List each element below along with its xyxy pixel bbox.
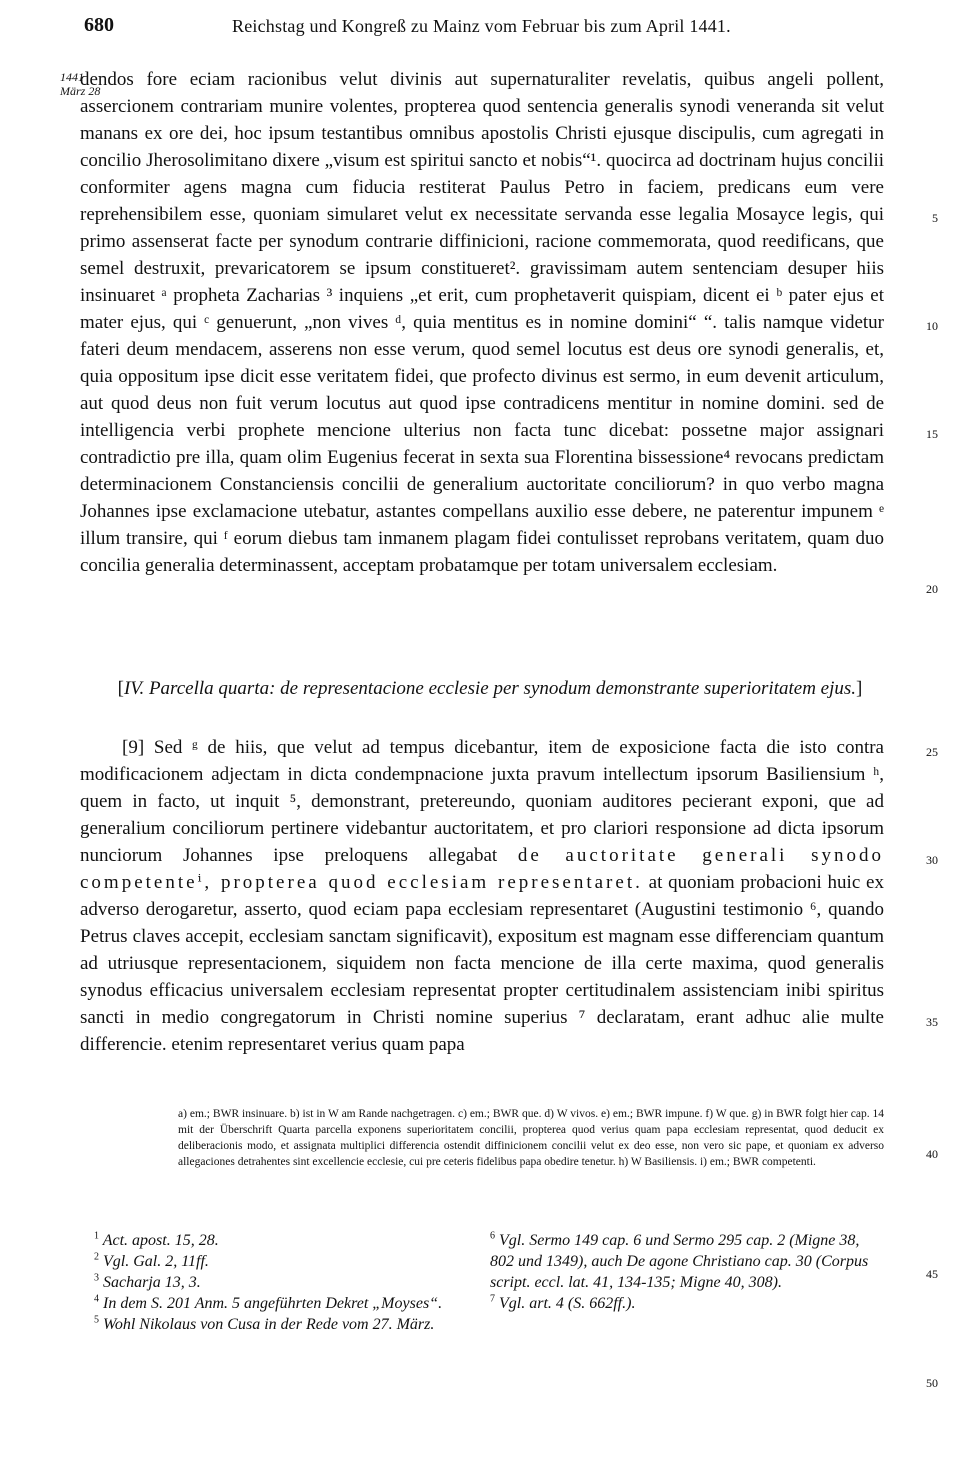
footnote-text: Wohl Nikolaus von Cusa in der Rede vom 27. März.: [103, 1316, 435, 1333]
paragraph-2: [80, 734, 884, 1058]
footnote-text: Vgl. Gal. 2, 11ff.: [103, 1253, 209, 1270]
footnote-number: 3: [94, 1272, 99, 1284]
paragraph-2-start: [9] Sed ᵍ de hiis, que velut ad tempus dicebantur, item de exposicione facta die isto contra modificacionem adjectam in dicta condempnacione juxta pravum intellectum ipsorum Basiliensium ʰ, quem in facto, ut inquit ⁵, demonstrant, pretereundo, quoniam auditores pecierant exponi, que ad generalium conciliorum pertinere videbantur auctoritatem, et pro clariori responsione ad dicta ipsorum nunciorum Johannes ipse preloquens allegabat: [80, 737, 884, 866]
paragraph-2-spaced: de auctoritate generali synodo competenteⁱ, propterea quod ecclesiam representaret.: [80, 845, 885, 893]
footnote-number: 6: [490, 1230, 495, 1242]
footnote-text: In dem S. 201 Anm. 5 angeführten Dekret „Moyses“.: [103, 1295, 443, 1312]
footnote-number: 1: [94, 1230, 99, 1242]
footnote-text: Act. apost. 15, 28.: [102, 1232, 219, 1249]
margin-day: März 28: [60, 84, 101, 98]
footnote: [94, 1272, 466, 1293]
line-number: 45: [926, 1267, 938, 1281]
line-number: 10: [926, 319, 938, 333]
running-title: Reichstag und Kongreß zu Mainz vom Februar bis zum April 1441.: [232, 16, 731, 36]
section-heading: [96, 676, 884, 701]
footnote-number: 2: [94, 1251, 99, 1263]
line-number: 20: [926, 582, 938, 596]
footnote-number: 7: [490, 1293, 495, 1305]
main-text-2: [80, 734, 884, 1058]
footnote-text: Sacharja 13, 3.: [103, 1274, 201, 1291]
line-number: 50: [926, 1376, 938, 1390]
footnotes-right: [490, 1230, 886, 1314]
critical-apparatus: [178, 1106, 884, 1170]
line-number: 25: [926, 745, 938, 759]
paragraph-2-end: at quoniam probacioni huic ex adverso derogaretur, asserto, quod eciam papa ecclesiam representaret (Augustini testimonio ⁶, quando Petrus claves accepit, ecclesiam sanctam significavit), expositum est magnam esse differenciam quantum ad utriusque representacionem, siquidem non facta mencione de illa certe maxima, quod generalis synodus efficacius universalem ecclesiam representat propter certitudinalem assistenciam inibi spiritus sancti in medio congregatorum in Christi nomine superius ⁷ declaratam, erant adhuc alie multe differencie. etenim representaret verius quam papa: [80, 872, 884, 1055]
footnotes-left: [94, 1230, 466, 1335]
page-number: 680: [84, 14, 114, 36]
margin-year: 1441: [60, 70, 84, 84]
paragraph-1: dendos fore eciam racionibus velut divinis aut supernaturaliter revelatis, quibus angeli pollent, assercionem contrariam munire volentes, propterea quod sentencia generalis synodi veneranda sit velut manans ex ore dei, hoc ipsum testantibus omnibus apostolis Christi ejusque discipulis, cum agregati in concilio Jherosolimitano dixere „visum est spiritui sancto et nobis“¹. quocirca ad doctrinam hujus concilii conformiter agens magna cum fiducia restiterat Paulus Petro in faciem, predicans eum vere reprehensibilem esse, quoniam simularet velut ex necessitate servanda esse legalia Mosayce legis, qui primo assenserat facte per synodum contrarie diffinicioni, racione commemorata, quod reedificans, que semel destruxit, prevaricatorem se ipsum constitueret². gravissimam autem sentenciam desuper hiis insinuaret ᵃ propheta Zacharias ³ inquiens „et erit, cum prophetaverit quispiam, dicent ei ᵇ pater ejus et mater ejus, qui ᶜ genuerunt, „non vives ᵈ, quia mentitus es in nomine domini“ “. talis namque videtur fateri deum mendacem, asserens non esse verum, quod semel locutus est deus ore synodi generalis, et, quia oppositum ipse dicit esse veritatem fidei, que profecto divinus est sermo, in eum devenit articulum, aut quod deus non fuit verum locutus aut quod ipse contradicens mentitur in nomine domini. sed de intelligencia verbi prophete mencione ulterius non facta tunc dicebat: possetne major assignari contradictio pre illa, quam olim Eugenius fecerat in sexta sua Florentina bissessione⁴ revocans predictam determinacionem Constanciensis concilii de generalium auctoritate conciliorum? in quo verbo magna Johannes ipse exclamacione utebatur, astantes compellans auxilio esse debere, ne paterentur impunem ᵉ illum transire, qui ᶠ eorum diebus tam inmanem plagam fidei contulisset reprobans veritatem, quam duo concilia generalia determinassent, acceptam probatamque per totam universalem ecclesiam.: [80, 69, 884, 576]
footnote: [490, 1293, 886, 1314]
footnote-text: Vgl. Sermo 149 cap. 6 und Sermo 295 cap. 2 (Migne 38, 802 und 1349), auch De agone Christiano cap. 30 (Corpus script. eccl. lat. 41, 134-135; Migne 40, 308).: [490, 1232, 869, 1291]
footnote: [94, 1314, 466, 1335]
line-number: 40: [926, 1147, 938, 1161]
variant-notes: a) em.; BWR insinuare. b) ist in W am Rande nachgetragen. c) em.; BWR que. d) W vivos. e) em.; BWR impune. f) W que. g) in BWR folgt hier cap. 14 mit der Überschrift Quarta parcella exponens superioritatem concilii, propterea quod verius quam papa ecclesiam representat, quod deducit ex deliberacionis modo, et assignata multiplici differencia ostendit diffinicionem concilii velut ex deo esse, non vero sic pape, et quoniam ex adverso allegaciones detrahentes sint excellencie ecclesie, cui pre ceteris fidelibus papa obedire tenetur. h) W Basiliensis. i) em.; BWR competenti.: [178, 1108, 884, 1168]
footnote: [490, 1230, 886, 1293]
footnote: [94, 1230, 466, 1251]
footnote: [94, 1293, 466, 1314]
footnote-number: 5: [94, 1314, 99, 1326]
page-header: [0, 6, 960, 46]
line-number: 5: [932, 211, 938, 225]
main-text: [80, 66, 884, 579]
line-number: 35: [926, 1015, 938, 1029]
footnote-text: Vgl. art. 4 (S. 662ff.).: [499, 1295, 636, 1312]
heading-text: IV. Parcella quarta: de representacione ecclesie per synodum demonstrante superioritatem ejus.: [123, 678, 857, 699]
footnote: [94, 1251, 466, 1272]
heading-open-bracket: [: [117, 678, 124, 699]
heading-close-bracket: ]: [856, 678, 863, 699]
line-number: 15: [926, 427, 938, 441]
footnote-number: 4: [94, 1293, 99, 1305]
line-number: 30: [926, 853, 938, 867]
